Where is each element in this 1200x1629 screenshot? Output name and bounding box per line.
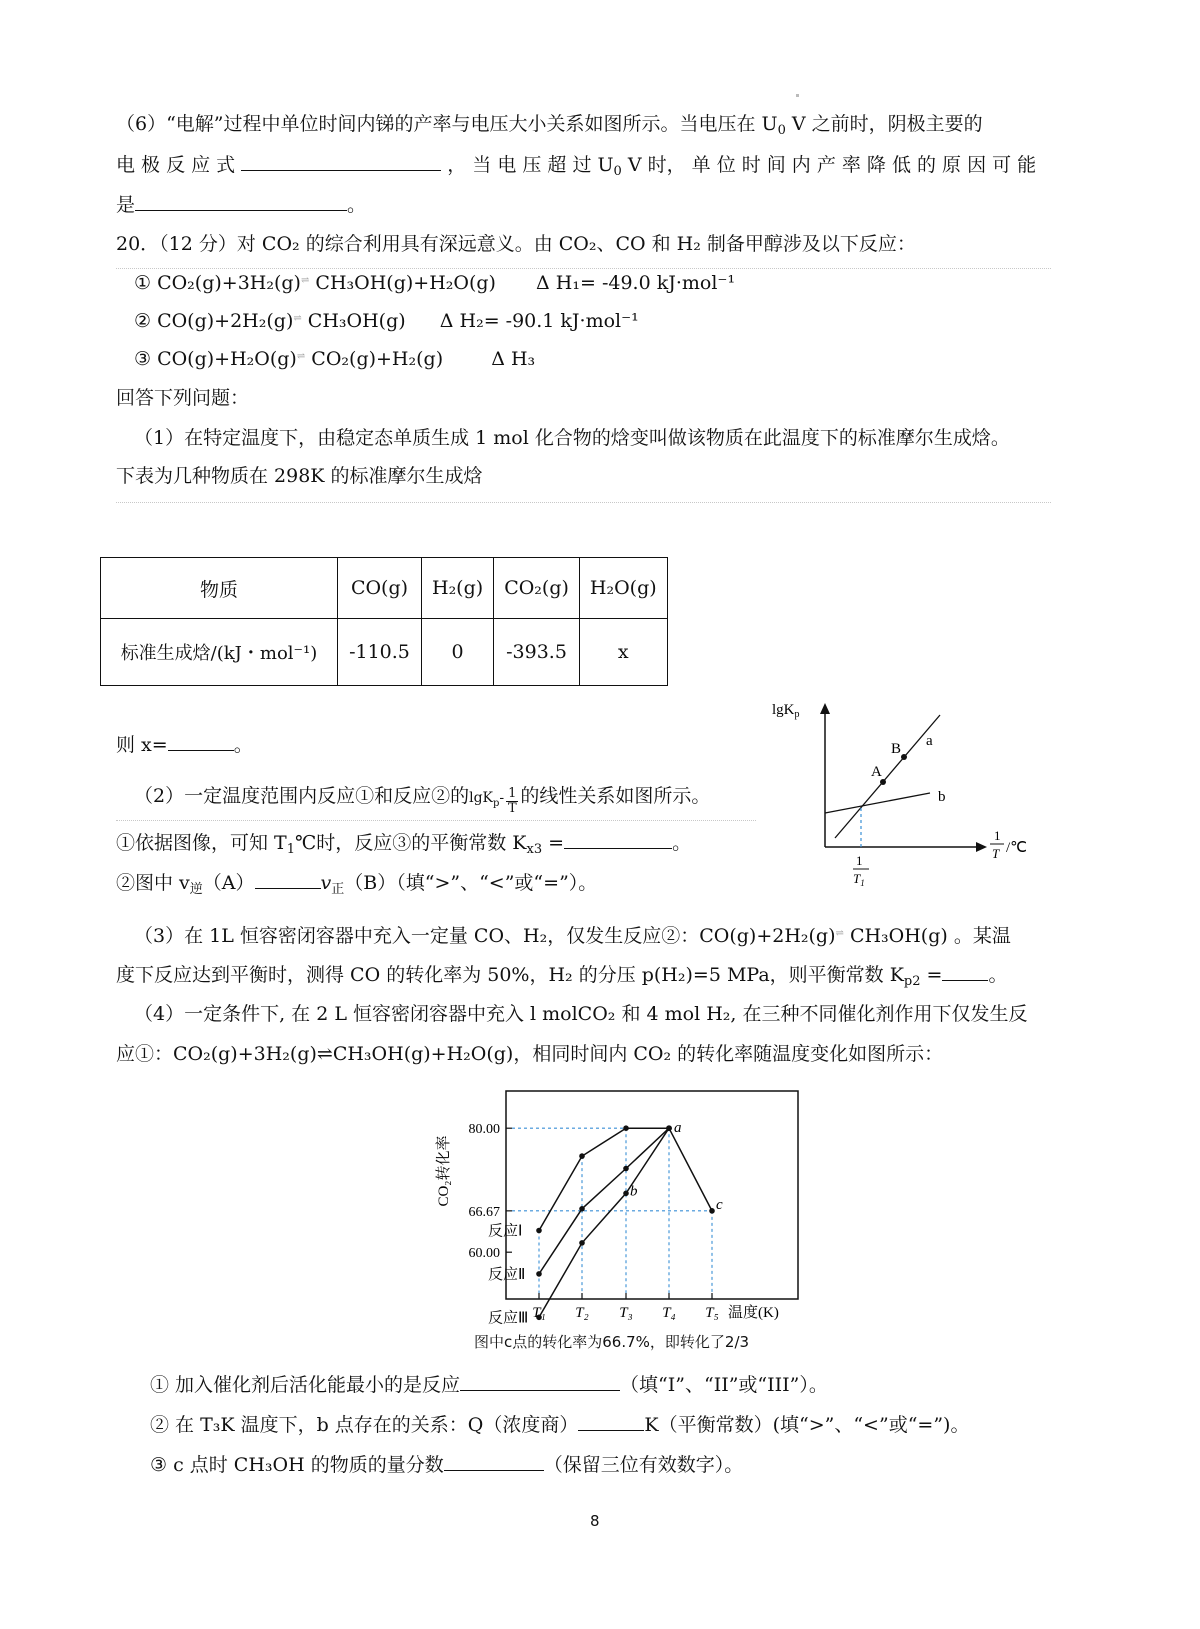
r2-dh: Δ H₂= -90.1 kJ·mol⁻¹	[439, 310, 639, 332]
y-axis-title: CO₂转化率	[436, 1135, 452, 1207]
blank-x[interactable]	[168, 732, 234, 751]
q20-header	[116, 232, 916, 256]
part2-sub2-b: （A）	[202, 872, 255, 894]
sub-question-3	[150, 1452, 743, 1477]
line-a-label: a	[926, 733, 933, 749]
part1-answer-text-a: 则 x=	[116, 734, 168, 756]
series-label: 反应Ⅲ	[488, 1310, 529, 1327]
equilibrium-arrow-icon: ⇌	[296, 351, 306, 362]
page-number	[590, 1512, 600, 1530]
plot-frame	[506, 1091, 798, 1299]
part2-sub1	[116, 830, 691, 855]
table-header-cell: 物质	[101, 558, 338, 619]
part2-sub2-c: v	[320, 872, 332, 894]
q6-line2-text-c: V 时， 单 位 时 间 内 产 率 降 低 的 原 因 可 能	[621, 154, 1037, 176]
part1-answer	[116, 732, 253, 757]
stray-mark	[796, 94, 799, 97]
part2-sub1-sub2: x3	[526, 842, 543, 857]
r3-dh: Δ H₃	[491, 348, 536, 370]
r2-right: CH₃OH(g)	[307, 310, 406, 332]
r1-dh: Δ H₁= -49.0 kJ·mol⁻¹	[536, 272, 736, 294]
reaction-1	[134, 272, 735, 294]
part3-line2-b: =	[920, 964, 943, 986]
table-header-cell: CO(g)	[338, 558, 422, 619]
part1-line1	[134, 426, 1010, 450]
point-label-b: b	[630, 1183, 638, 1200]
figure-caption-text: 图中c点的转化率为66.7%，即转化了2/3	[474, 1333, 750, 1351]
x-label-num: 1	[994, 828, 1001, 843]
part3-line2-a: 度下反应达到平衡时，测得 CO 的转化率为 50%，H₂ 的分压 p(H₂)=5 MPa，则平衡常数 K	[116, 964, 904, 986]
blank-q-vs-k[interactable]	[578, 1412, 644, 1431]
part3-line2-sub: p2	[903, 974, 921, 989]
tick-num: 1	[856, 853, 863, 868]
point-B-label: B	[891, 741, 902, 757]
part2-sub2-sub1: 逆	[189, 882, 203, 897]
part4-line1	[134, 1002, 1027, 1026]
point-A-label: A	[871, 764, 882, 780]
x-tick-label: T₁	[532, 1305, 546, 1321]
tick-den: $T_1$	[853, 871, 865, 888]
part3-line1-a: （3）在 1L 恒容密闭容器中充入一定量 CO、H₂，仅发生反应②：CO(g)+2H₂(g)	[134, 925, 836, 947]
y-tick-label: 66.67	[468, 1204, 500, 1220]
sub-q2-a: ② 在 T₃K 温度下，b 点存在的关系：Q（浓度商）	[150, 1414, 579, 1436]
series-label: 反应Ⅰ	[488, 1223, 523, 1240]
table-header-row	[101, 558, 668, 619]
blank-lowest-ea[interactable]	[460, 1372, 620, 1391]
inverse-t-fraction: $\frac{1}{T}$	[507, 786, 517, 816]
sub-q1-a: ① 加入催化剂后活化能最小的是反应	[150, 1374, 461, 1396]
data-point	[536, 1228, 542, 1234]
equilibrium-arrow-icon: ⇌	[293, 313, 302, 324]
q6-line-3	[116, 192, 366, 217]
r1-left: ① CO₂(g)+3H₂(g)	[134, 272, 301, 294]
q6-line2-sub: 0	[613, 164, 622, 179]
part2-sub1-b: ℃时，反应③的平衡常数 K	[295, 832, 527, 854]
part2-sub1-c: =	[542, 832, 565, 854]
y-arrow-icon	[820, 703, 830, 714]
y-tick-label: 80.00	[468, 1122, 500, 1138]
table-cell: -110.5	[338, 619, 422, 686]
sub-q2-b: K（平衡常数）(填“>”、“<”或“=”)。	[644, 1414, 970, 1436]
part2-sub2-a: ②图中 v	[116, 872, 190, 894]
part3-line2	[116, 962, 1007, 987]
reaction-2	[134, 310, 639, 332]
data-point	[579, 1206, 585, 1212]
q6-line1-text-b: V 之前时，阴极主要的	[785, 113, 983, 135]
reaction-3	[134, 348, 535, 370]
part2-sub1-d: 。	[672, 832, 692, 854]
q6-line-2	[116, 152, 1036, 177]
point-B	[901, 754, 907, 760]
part3-line2-c: 。	[988, 964, 1008, 986]
x-tick-label: T₅	[705, 1305, 719, 1321]
q6-line3-text-b: 。	[347, 194, 367, 216]
blank-kx3[interactable]	[564, 830, 672, 849]
dotted-rule	[116, 268, 1051, 269]
prompt-text: 回答下列问题：	[116, 387, 250, 409]
part2-line1	[134, 784, 710, 816]
part4-line2	[116, 1042, 943, 1066]
part2-sub2-sub2: 正	[331, 882, 345, 897]
line-b	[825, 793, 930, 813]
table-header-cell: CO₂(g)	[494, 558, 580, 619]
x-tick-label: T₄	[662, 1305, 676, 1321]
table-header-cell: H₂O(g)	[579, 558, 667, 619]
sub-q1-b: （填“I”、“II”或“III”）。	[620, 1374, 828, 1396]
x-arrow-icon	[976, 842, 987, 852]
x-label-unit: /℃	[1006, 840, 1028, 856]
blank-electrode-reaction[interactable]	[241, 152, 441, 171]
part3-line1-b: CH₃OH(g) 。某温	[849, 925, 1011, 947]
q6-line3-text-a: 是	[116, 194, 136, 216]
sub-q3-b: （保留三位有效数字）。	[543, 1454, 744, 1476]
part2-text-b: 的线性关系如图所示。	[520, 785, 711, 807]
series-line	[539, 1128, 669, 1274]
part1-answer-text-b: 。	[233, 734, 253, 756]
x-tick-label: T₂	[575, 1305, 589, 1321]
series-label: 反应Ⅱ	[488, 1266, 526, 1283]
q6-line1-text-a: （6）“电解”过程中单位时间内锑的产率与电压大小关系如图所示。当电压在 U	[116, 113, 778, 135]
r2-left: ② CO(g)+2H₂(g)	[134, 310, 294, 332]
part4-line1-text: （4）一定条件下, 在 2 L 恒容密闭容器中充入 l molCO₂ 和 4 mol H₂, 在三种不同催化剂作用下仅发生反	[134, 1003, 1028, 1025]
r1-right: CH₃OH(g)+H₂O(g)	[315, 272, 496, 294]
dotted-rule	[116, 820, 756, 821]
table-cell: 标准生成焓/(kJ・mol⁻¹)	[101, 619, 338, 686]
table-header-cell: H₂(g)	[422, 558, 494, 619]
y-axis-label: lgK$_p$	[772, 702, 800, 720]
data-point	[536, 1271, 542, 1277]
sub-question-1	[150, 1372, 828, 1397]
dotted-rule	[116, 502, 1051, 503]
data-point	[623, 1191, 629, 1197]
sub-q3-a: ③ c 点时 CH₃OH 的物质的量分数	[150, 1454, 444, 1476]
figure-caption	[474, 1331, 749, 1352]
x-label-den: T	[992, 846, 1000, 861]
point-label-c: c	[716, 1196, 723, 1213]
blank-kp2[interactable]	[942, 962, 988, 981]
page-number-text: 8	[590, 1512, 600, 1530]
r3-right: CO₂(g)+H₂(g)	[311, 348, 444, 370]
conversion-chart	[430, 1085, 810, 1325]
data-point	[666, 1125, 672, 1131]
part2-sub2	[116, 870, 597, 895]
table-cell: x	[579, 619, 667, 686]
part1-line1-text: （1）在特定温度下，由稳定态单质生成 1 mol 化合物的焓变叫做该物质在此温度下的标准摩尔生成焓。	[134, 427, 1010, 449]
line-b-label: b	[938, 789, 946, 805]
part2-text-a: （2）一定温度范围内反应①和反应②的	[134, 785, 470, 807]
data-point	[709, 1208, 715, 1214]
x-axis-title: 温度(K)	[728, 1305, 779, 1321]
data-point	[579, 1153, 585, 1159]
part1-line2-text: 下表为几种物质在 298K 的标准摩尔生成焓	[116, 465, 483, 487]
equilibrium-arrow-icon: ⇌	[835, 928, 844, 939]
q20-header-text: 20．（12 分）对 CO₂ 的综合利用具有深远意义。由 CO₂、CO 和 H₂ 制备甲醇涉及以下反应：	[116, 233, 916, 255]
data-point	[579, 1240, 585, 1246]
part1-line2	[116, 464, 483, 488]
part2-sub2-d: （B）（填“>”、“<”或“=”）。	[344, 872, 598, 894]
enthalpy-table	[100, 557, 668, 686]
q6-line-1	[116, 112, 983, 136]
blank-mole-fraction[interactable]	[444, 1452, 544, 1471]
q6-line1-sub: 0	[777, 123, 786, 138]
q6-line2-text-b: ， 当 电 压 超 过 U	[447, 154, 614, 176]
x-tick-label: T₃	[619, 1305, 633, 1321]
prompt	[116, 386, 249, 410]
part2-sub1-a: ①依据图像，可知 T	[116, 832, 287, 854]
point-label-a: a	[674, 1120, 682, 1137]
y-tick-label: 60.00	[468, 1246, 500, 1262]
lgkp-figure	[772, 700, 1050, 890]
part2-sub1-sub: 1	[286, 842, 295, 857]
data-point	[623, 1166, 629, 1172]
data-point	[623, 1125, 629, 1131]
table-cell: 0	[422, 619, 494, 686]
equilibrium-arrow-icon: ⇌	[300, 275, 310, 286]
line-a	[835, 715, 940, 838]
table-row	[101, 619, 668, 686]
r3-left: ③ CO(g)+H₂O(g)	[134, 348, 297, 370]
lgkp-inline: lgK$_p$-	[469, 790, 505, 809]
table-cell: -393.5	[494, 619, 580, 686]
series-line	[539, 1128, 669, 1317]
q6-line2-text-a: 电 极 反 应 式	[116, 154, 236, 176]
blank-reason[interactable]	[135, 192, 347, 211]
part3-line1	[134, 922, 1011, 948]
sub-question-2	[150, 1412, 969, 1437]
blank-compare-v[interactable]	[255, 870, 321, 889]
part4-line2-text: 应①：CO₂(g)+3H₂(g)⇌CH₃OH(g)+H₂O(g)，相同时间内 CO₂ 的转化率随温度变化如图所示：	[116, 1043, 944, 1065]
